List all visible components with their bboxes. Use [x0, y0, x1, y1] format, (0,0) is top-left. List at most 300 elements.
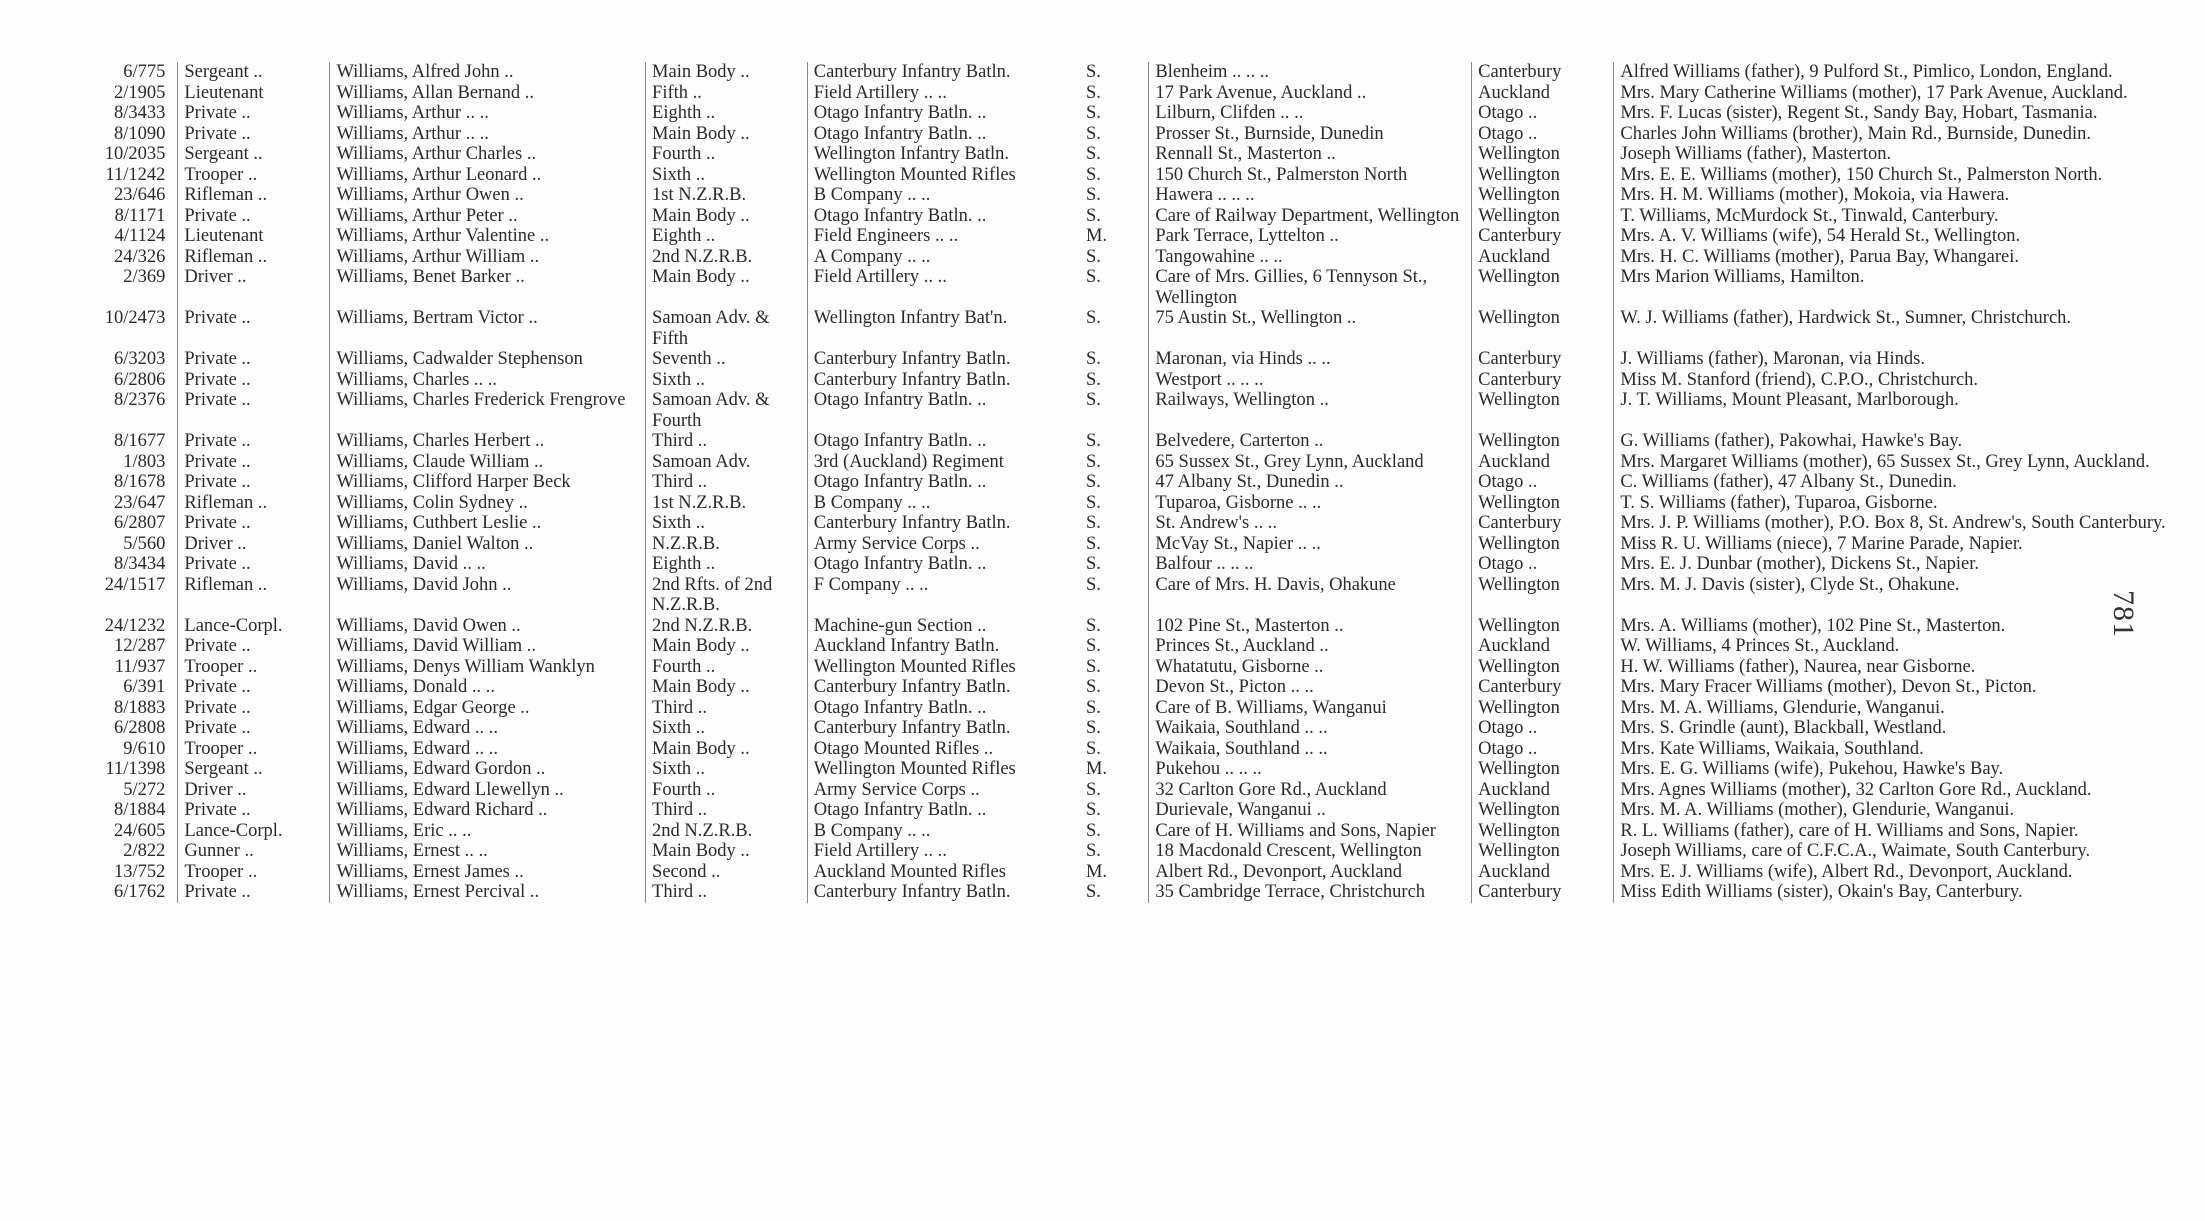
- address-cell: Blenheim .. .. ..: [1149, 62, 1472, 83]
- draft-cell: Samoan Adv.: [646, 452, 808, 473]
- next-of-kin-cell: Mrs. E. E. Williams (mother), 150 Church St., Palmerston North.: [1614, 165, 2205, 186]
- district-cell: Wellington: [1472, 206, 1614, 227]
- regimental-number-cell: 24/605: [114, 820, 166, 841]
- next-of-kin-cell: W. Williams, 4 Princes St., Auckland.: [1614, 636, 2205, 657]
- name-cell: Williams, Benet Barker ..: [330, 267, 646, 308]
- unit-cell: Canterbury Infantry Batln.: [807, 882, 1080, 903]
- rank-cell: Rifleman ..: [178, 575, 330, 616]
- rank-cell: Sergeant ..: [178, 144, 330, 165]
- rank-cell: Gunner ..: [178, 841, 330, 862]
- marital-status-cell: S.: [1085, 103, 1101, 123]
- address-cell: 65 Sussex St., Grey Lynn, Auckland: [1149, 452, 1472, 473]
- unit-cell: Field Artillery .. ..: [807, 841, 1080, 862]
- unit-cell: Otago Infantry Batln. ..: [807, 103, 1080, 124]
- name-cell: Williams, Daniel Walton ..: [330, 534, 646, 555]
- name-cell: Williams, Colin Sydney ..: [330, 493, 646, 514]
- regimental-number-cell: 5/560: [123, 533, 166, 554]
- regimental-number-cell: 10/2035: [104, 144, 166, 164]
- draft-cell: 2nd N.Z.R.B.: [646, 821, 808, 842]
- next-of-kin-cell: J. Williams (father), Maronan, via Hinds.: [1614, 349, 2205, 370]
- district-cell: Wellington: [1472, 185, 1614, 206]
- unit-cell: Otago Infantry Batln. ..: [807, 390, 1080, 431]
- district-cell: Canterbury: [1472, 226, 1614, 247]
- rank-cell: Private ..: [178, 554, 330, 575]
- draft-cell: Main Body ..: [646, 677, 808, 698]
- name-cell: Williams, Arthur William ..: [330, 247, 646, 268]
- roll-record-row: [60, 206, 2205, 227]
- rank-cell: Private ..: [178, 370, 330, 391]
- address-cell: Care of Railway Department, Wellington: [1149, 206, 1472, 227]
- marital-status-cell: S.: [1085, 185, 1101, 205]
- marital-status-cell: S.: [1085, 390, 1101, 410]
- draft-cell: Sixth ..: [646, 513, 808, 534]
- name-cell: Williams, David John ..: [330, 575, 646, 616]
- rank-cell: Private ..: [178, 308, 330, 349]
- draft-cell: 2nd N.Z.R.B.: [646, 247, 808, 268]
- district-cell: Wellington: [1472, 267, 1614, 308]
- next-of-kin-cell: Mrs. E. J. Dunbar (mother), Dickens St., Napier.: [1614, 554, 2205, 575]
- district-cell: Wellington: [1472, 144, 1614, 165]
- rank-cell: Private ..: [178, 800, 330, 821]
- name-cell: Williams, Cadwalder Stephenson: [330, 349, 646, 370]
- name-cell: Williams, Edward .. ..: [330, 739, 646, 760]
- marital-status-cell: S.: [1085, 369, 1101, 390]
- name-cell: Williams, Edward .. ..: [330, 718, 646, 739]
- address-cell: 35 Cambridge Terrace, Christchurch: [1149, 882, 1472, 903]
- regimental-number-cell: 6/2806: [114, 369, 166, 390]
- unit-cell: Auckland Mounted Rifles: [807, 862, 1080, 883]
- draft-cell: 1st N.Z.R.B.: [646, 185, 808, 206]
- name-cell: Williams, Arthur Valentine ..: [330, 226, 646, 247]
- rank-cell: Driver ..: [178, 534, 330, 555]
- rank-cell: Private ..: [178, 472, 330, 493]
- address-cell: 102 Pine St., Masterton ..: [1149, 616, 1472, 637]
- draft-cell: Main Body ..: [646, 636, 808, 657]
- next-of-kin-cell: Mrs. M. A. Williams, Glendurie, Wanganui.: [1614, 698, 2205, 719]
- regimental-number-cell: 8/1677: [114, 431, 166, 451]
- regimental-number-cell: 1/803: [123, 451, 166, 472]
- unit-cell: Army Service Corps ..: [807, 780, 1080, 801]
- roll-record-row: [60, 103, 2205, 124]
- next-of-kin-cell: H. W. Williams (father), Naurea, near Gisborne.: [1614, 657, 2205, 678]
- roll-record-row: [60, 267, 2205, 308]
- name-cell: Williams, Edgar George ..: [330, 698, 646, 719]
- name-cell: Williams, David William ..: [330, 636, 646, 657]
- rank-cell: Rifleman ..: [178, 185, 330, 206]
- next-of-kin-cell: J. T. Williams, Mount Pleasant, Marlborough.: [1614, 390, 2205, 431]
- unit-cell: B Company .. ..: [807, 185, 1080, 206]
- unit-cell: Otago Infantry Batln. ..: [807, 431, 1080, 452]
- unit-cell: Canterbury Infantry Batln.: [807, 513, 1080, 534]
- marital-status-cell: S.: [1085, 123, 1101, 144]
- name-cell: Williams, Cuthbert Leslie ..: [330, 513, 646, 534]
- next-of-kin-cell: R. L. Williams (father), care of H. Williams and Sons, Napier.: [1614, 821, 2205, 842]
- roll-record-row: [60, 677, 2205, 698]
- next-of-kin-cell: Alfred Williams (father), 9 Pulford St., Pimlico, London, England.: [1614, 62, 2205, 83]
- regimental-number-cell: 5/272: [123, 779, 166, 800]
- district-cell: Wellington: [1472, 165, 1614, 186]
- unit-cell: Otago Infantry Batln. ..: [807, 800, 1080, 821]
- next-of-kin-cell: Mrs. A. Williams (mother), 102 Pine St., Masterton.: [1614, 616, 2205, 637]
- district-cell: Wellington: [1472, 308, 1614, 349]
- next-of-kin-cell: Mrs. S. Grindle (aunt), Blackball, Westland.: [1614, 718, 2205, 739]
- next-of-kin-cell: Mrs. H. C. Williams (mother), Parua Bay, Whangarei.: [1614, 247, 2205, 268]
- unit-cell: Canterbury Infantry Batln.: [807, 677, 1080, 698]
- draft-cell: Main Body ..: [646, 206, 808, 227]
- roll-record-row: [60, 431, 2205, 452]
- marital-status-cell: S.: [1085, 164, 1101, 185]
- rank-cell: Private ..: [178, 513, 330, 534]
- regimental-number-cell: 12/287: [114, 636, 166, 656]
- address-cell: 47 Albany St., Dunedin ..: [1149, 472, 1472, 493]
- marital-status-cell: S.: [1085, 779, 1101, 800]
- roll-record-row: [60, 739, 2205, 760]
- address-cell: 150 Church St., Palmerston North: [1149, 165, 1472, 186]
- draft-cell: Samoan Adv. & Fifth: [646, 308, 808, 349]
- unit-cell: Canterbury Infantry Batln.: [807, 370, 1080, 391]
- next-of-kin-cell: G. Williams (father), Pakowhai, Hawke's Bay.: [1614, 431, 2205, 452]
- marital-status-cell: S.: [1085, 431, 1101, 451]
- unit-cell: Otago Infantry Batln. ..: [807, 472, 1080, 493]
- address-cell: Albert Rd., Devonport, Auckland: [1149, 862, 1472, 883]
- next-of-kin-cell: Mrs. Mary Catherine Williams (mother), 17 Park Avenue, Auckland.: [1614, 83, 2205, 104]
- roll-record-row: [60, 513, 2205, 534]
- name-cell: Williams, Clifford Harper Beck: [330, 472, 646, 493]
- name-cell: Williams, Alfred John ..: [330, 62, 646, 83]
- roll-record-row: [60, 800, 2205, 821]
- unit-cell: Wellington Infantry Batln.: [807, 144, 1080, 165]
- regimental-number-cell: 2/369: [123, 267, 166, 287]
- name-cell: Williams, Allan Bernand ..: [330, 83, 646, 104]
- regimental-number-cell: 8/1883: [114, 697, 166, 718]
- marital-status-cell: S.: [1085, 513, 1101, 533]
- marital-status-cell: S.: [1085, 533, 1101, 554]
- rank-cell: Lance-Corpl.: [178, 821, 330, 842]
- rank-cell: Private ..: [178, 636, 330, 657]
- name-cell: Williams, Bertram Victor ..: [330, 308, 646, 349]
- district-cell: Auckland: [1472, 780, 1614, 801]
- rank-cell: Lieutenant: [178, 83, 330, 104]
- rank-cell: Private ..: [178, 431, 330, 452]
- district-cell: Wellington: [1472, 616, 1614, 637]
- draft-cell: 2nd N.Z.R.B.: [646, 616, 808, 637]
- rank-cell: Driver ..: [178, 267, 330, 308]
- rank-cell: Rifleman ..: [178, 493, 330, 514]
- marital-status-cell: S.: [1085, 472, 1101, 492]
- roll-record-row: [60, 780, 2205, 801]
- regimental-number-cell: 6/775: [123, 62, 166, 82]
- address-cell: Pukehou .. .. ..: [1149, 759, 1472, 780]
- address-cell: Lilburn, Clifden .. ..: [1149, 103, 1472, 124]
- roll-record-row: [60, 493, 2205, 514]
- regimental-number-cell: 24/1517: [104, 574, 166, 595]
- marital-status-cell: S.: [1085, 615, 1101, 636]
- regimental-number-cell: 11/1398: [105, 759, 166, 779]
- next-of-kin-cell: Miss Edith Williams (sister), Okain's Bay, Canterbury.: [1614, 882, 2205, 903]
- roll-record-row: [60, 698, 2205, 719]
- roll-record-row: [60, 616, 2205, 637]
- unit-cell: F Company .. ..: [807, 575, 1080, 616]
- unit-cell: B Company .. ..: [807, 821, 1080, 842]
- address-cell: Care of Mrs. H. Davis, Ohakune: [1149, 575, 1472, 616]
- draft-cell: 1st N.Z.R.B.: [646, 493, 808, 514]
- district-cell: Wellington: [1472, 698, 1614, 719]
- draft-cell: Second ..: [646, 862, 808, 883]
- rank-cell: Driver ..: [178, 780, 330, 801]
- unit-cell: Otago Infantry Batln. ..: [807, 698, 1080, 719]
- address-cell: McVay St., Napier .. ..: [1149, 534, 1472, 555]
- rank-cell: Private ..: [178, 206, 330, 227]
- next-of-kin-cell: Mrs. M. A. Williams (mother), Glendurie, Wanganui.: [1614, 800, 2205, 821]
- roll-record-row: [60, 759, 2205, 780]
- unit-cell: Auckland Infantry Batln.: [807, 636, 1080, 657]
- marital-status-cell: S.: [1085, 492, 1101, 513]
- address-cell: Tuparoa, Gisborne .. ..: [1149, 493, 1472, 514]
- marital-status-cell: S.: [1085, 205, 1101, 226]
- next-of-kin-cell: Miss M. Stanford (friend), C.P.O., Christchurch.: [1614, 370, 2205, 391]
- roll-record-row: [60, 390, 2205, 431]
- draft-cell: Fifth ..: [646, 83, 808, 104]
- name-cell: Williams, Ernest Percival ..: [330, 882, 646, 903]
- regimental-number-cell: 8/1090: [114, 123, 166, 144]
- next-of-kin-cell: Joseph Williams (father), Masterton.: [1614, 144, 2205, 165]
- marital-status-cell: S.: [1085, 82, 1101, 103]
- marital-status-cell: M.: [1085, 861, 1108, 882]
- draft-cell: Sixth ..: [646, 718, 808, 739]
- rank-cell: Private ..: [178, 349, 330, 370]
- rank-cell: Private ..: [178, 882, 330, 903]
- district-cell: Auckland: [1472, 247, 1614, 268]
- rank-cell: Lieutenant: [178, 226, 330, 247]
- roll-record-row: [60, 636, 2205, 657]
- marital-status-cell: S.: [1085, 62, 1101, 82]
- marital-status-cell: M.: [1085, 759, 1108, 779]
- unit-cell: 3rd (Auckland) Regiment: [807, 452, 1080, 473]
- next-of-kin-cell: Joseph Williams, care of C.F.C.A., Waimate, South Canterbury.: [1614, 841, 2205, 862]
- marital-status-cell: M.: [1085, 226, 1108, 246]
- roll-record-row: [60, 83, 2205, 104]
- unit-cell: Otago Infantry Batln. ..: [807, 554, 1080, 575]
- district-cell: Canterbury: [1472, 882, 1614, 903]
- district-cell: Otago ..: [1472, 103, 1614, 124]
- name-cell: Williams, Arthur .. ..: [330, 103, 646, 124]
- name-cell: Williams, Arthur Leonard ..: [330, 165, 646, 186]
- draft-cell: Seventh ..: [646, 349, 808, 370]
- unit-cell: A Company .. ..: [807, 247, 1080, 268]
- rank-cell: Private ..: [178, 103, 330, 124]
- roll-record-row: [60, 226, 2205, 247]
- district-cell: Canterbury: [1472, 513, 1614, 534]
- draft-cell: Fourth ..: [646, 780, 808, 801]
- roll-record-row: [60, 185, 2205, 206]
- regimental-number-cell: 24/326: [114, 246, 166, 267]
- district-cell: Wellington: [1472, 431, 1614, 452]
- marital-status-cell: S.: [1085, 697, 1101, 718]
- address-cell: Care of Mrs. Gillies, 6 Tennyson St., Wellington: [1149, 267, 1472, 308]
- roll-record-row: [60, 308, 2205, 349]
- address-cell: Belvedere, Carterton ..: [1149, 431, 1472, 452]
- address-cell: 32 Carlton Gore Rd., Auckland: [1149, 780, 1472, 801]
- marital-status-cell: S.: [1085, 800, 1101, 820]
- next-of-kin-cell: Mrs. F. Lucas (sister), Regent St., Sandy Bay, Hobart, Tasmania.: [1614, 103, 2205, 124]
- marital-status-cell: S.: [1085, 554, 1101, 574]
- regimental-number-cell: 2/1905: [114, 82, 166, 103]
- district-cell: Wellington: [1472, 575, 1614, 616]
- district-cell: Wellington: [1472, 493, 1614, 514]
- roll-record-row: [60, 472, 2205, 493]
- regimental-number-cell: 6/3203: [114, 349, 166, 369]
- address-cell: Care of B. Williams, Wanganui: [1149, 698, 1472, 719]
- regimental-number-cell: 11/1242: [105, 164, 166, 185]
- draft-cell: Third ..: [646, 882, 808, 903]
- district-cell: Canterbury: [1472, 349, 1614, 370]
- marital-status-cell: S.: [1085, 451, 1101, 472]
- regimental-number-cell: 8/1171: [114, 205, 166, 226]
- regimental-number-cell: 23/647: [114, 492, 166, 513]
- address-cell: Hawera .. .. ..: [1149, 185, 1472, 206]
- address-cell: Care of H. Williams and Sons, Napier: [1149, 821, 1472, 842]
- address-cell: Waikaia, Southland .. ..: [1149, 739, 1472, 760]
- unit-cell: Machine-gun Section ..: [807, 616, 1080, 637]
- regimental-number-cell: 2/822: [123, 841, 166, 861]
- next-of-kin-cell: Mrs. Mary Fracer Williams (mother), Devon St., Picton.: [1614, 677, 2205, 698]
- draft-cell: Third ..: [646, 431, 808, 452]
- unit-cell: Otago Infantry Batln. ..: [807, 124, 1080, 145]
- regimental-number-cell: 6/2808: [114, 718, 166, 738]
- unit-cell: Canterbury Infantry Batln.: [807, 62, 1080, 83]
- district-cell: Wellington: [1472, 534, 1614, 555]
- regimental-number-cell: 10/2473: [104, 308, 166, 328]
- next-of-kin-cell: C. Williams (father), 47 Albany St., Dunedin.: [1614, 472, 2205, 493]
- draft-cell: Eighth ..: [646, 554, 808, 575]
- regimental-number-cell: 8/1678: [114, 472, 166, 492]
- roll-record-row: [60, 349, 2205, 370]
- name-cell: Williams, Ernest James ..: [330, 862, 646, 883]
- district-cell: Auckland: [1472, 452, 1614, 473]
- draft-cell: Sixth ..: [646, 370, 808, 391]
- rank-cell: Sergeant ..: [178, 62, 330, 83]
- address-cell: 18 Macdonald Crescent, Wellington: [1149, 841, 1472, 862]
- next-of-kin-cell: W. J. Williams (father), Hardwick St., Sumner, Christchurch.: [1614, 308, 2205, 349]
- unit-cell: Army Service Corps ..: [807, 534, 1080, 555]
- regimental-number-cell: 23/646: [114, 185, 166, 205]
- rank-cell: Lance-Corpl.: [178, 616, 330, 637]
- name-cell: Williams, Arthur .. ..: [330, 124, 646, 145]
- marital-status-cell: S.: [1085, 246, 1101, 267]
- address-cell: Park Terrace, Lyttelton ..: [1149, 226, 1472, 247]
- rank-cell: Private ..: [178, 390, 330, 431]
- regimental-number-cell: 13/752: [114, 861, 166, 882]
- name-cell: Williams, Denys William Wanklyn: [330, 657, 646, 678]
- next-of-kin-cell: Mrs. E. G. Williams (wife), Pukehou, Hawke's Bay.: [1614, 759, 2205, 780]
- next-of-kin-cell: Mrs. E. J. Williams (wife), Albert Rd., Devonport, Auckland.: [1614, 862, 2205, 883]
- district-cell: Otago ..: [1472, 554, 1614, 575]
- marital-status-cell: S.: [1085, 718, 1101, 738]
- marital-status-cell: S.: [1085, 738, 1101, 759]
- district-cell: Auckland: [1472, 636, 1614, 657]
- regimental-number-cell: 4/1124: [114, 226, 166, 246]
- regimental-number-cell: 6/391: [123, 677, 166, 697]
- roll-record-row: [60, 452, 2205, 473]
- name-cell: Williams, Claude William ..: [330, 452, 646, 473]
- unit-cell: Field Artillery .. ..: [807, 267, 1080, 308]
- marital-status-cell: S.: [1085, 267, 1101, 287]
- address-cell: Westport .. .. ..: [1149, 370, 1472, 391]
- name-cell: Williams, Ernest .. ..: [330, 841, 646, 862]
- marital-status-cell: S.: [1085, 820, 1101, 841]
- roll-record-row: [60, 862, 2205, 883]
- regimental-number-cell: 24/1232: [104, 615, 166, 636]
- regimental-number-cell: 8/3433: [114, 103, 166, 123]
- district-cell: Wellington: [1472, 821, 1614, 842]
- name-cell: Williams, David .. ..: [330, 554, 646, 575]
- draft-cell: Sixth ..: [646, 759, 808, 780]
- regimental-number-cell: 9/610: [123, 738, 166, 759]
- page-number: 781: [2107, 590, 2140, 638]
- roll-record-row: [60, 247, 2205, 268]
- next-of-kin-cell: Charles John Williams (brother), Main Rd., Burnside, Dunedin.: [1614, 124, 2205, 145]
- rank-cell: Trooper ..: [178, 657, 330, 678]
- address-cell: Prosser St., Burnside, Dunedin: [1149, 124, 1472, 145]
- district-cell: Wellington: [1472, 800, 1614, 821]
- unit-cell: Canterbury Infantry Batln.: [807, 349, 1080, 370]
- next-of-kin-cell: Mrs. Agnes Williams (mother), 32 Carlton Gore Rd., Auckland.: [1614, 780, 2205, 801]
- draft-cell: Third ..: [646, 800, 808, 821]
- address-cell: Princes St., Auckland ..: [1149, 636, 1472, 657]
- roll-record-row: [60, 534, 2205, 555]
- roll-record-row: [60, 657, 2205, 678]
- unit-cell: Canterbury Infantry Batln.: [807, 718, 1080, 739]
- district-cell: Auckland: [1472, 862, 1614, 883]
- name-cell: Williams, Donald .. ..: [330, 677, 646, 698]
- rank-cell: Rifleman ..: [178, 247, 330, 268]
- roll-record-row: [60, 575, 2205, 616]
- nominal-roll-table: [60, 62, 2205, 903]
- district-cell: Canterbury: [1472, 677, 1614, 698]
- marital-status-cell: S.: [1085, 144, 1101, 164]
- rank-cell: Private ..: [178, 718, 330, 739]
- unit-cell: Wellington Infantry Bat'n.: [807, 308, 1080, 349]
- next-of-kin-cell: Mrs. A. V. Williams (wife), 54 Herald St., Wellington.: [1614, 226, 2205, 247]
- regimental-number-cell: 11/937: [114, 656, 166, 677]
- roll-record-row: [60, 821, 2205, 842]
- marital-status-cell: S.: [1085, 636, 1101, 656]
- roll-record-row: [60, 165, 2205, 186]
- district-cell: Wellington: [1472, 657, 1614, 678]
- name-cell: Williams, David Owen ..: [330, 616, 646, 637]
- address-cell: Rennall St., Masterton ..: [1149, 144, 1472, 165]
- regimental-number-cell: 8/3434: [114, 554, 166, 574]
- draft-cell: 2nd Rfts. of 2nd N.Z.R.B.: [646, 575, 808, 616]
- rank-cell: Trooper ..: [178, 862, 330, 883]
- district-cell: Otago ..: [1472, 739, 1614, 760]
- regimental-number-cell: 8/2376: [114, 390, 166, 410]
- draft-cell: Third ..: [646, 698, 808, 719]
- name-cell: Williams, Charles Herbert ..: [330, 431, 646, 452]
- name-cell: Williams, Edward Richard ..: [330, 800, 646, 821]
- roll-record-row: [60, 841, 2205, 862]
- draft-cell: Sixth ..: [646, 165, 808, 186]
- rank-cell: Private ..: [178, 452, 330, 473]
- rank-cell: Private ..: [178, 124, 330, 145]
- next-of-kin-cell: Mrs. Margaret Williams (mother), 65 Sussex St., Grey Lynn, Auckland.: [1614, 452, 2205, 473]
- marital-status-cell: S.: [1085, 574, 1101, 595]
- draft-cell: N.Z.R.B.: [646, 534, 808, 555]
- regimental-number-cell: 8/1884: [114, 800, 166, 820]
- unit-cell: Field Artillery .. ..: [807, 83, 1080, 104]
- roll-record-row: [60, 370, 2205, 391]
- draft-cell: Eighth ..: [646, 226, 808, 247]
